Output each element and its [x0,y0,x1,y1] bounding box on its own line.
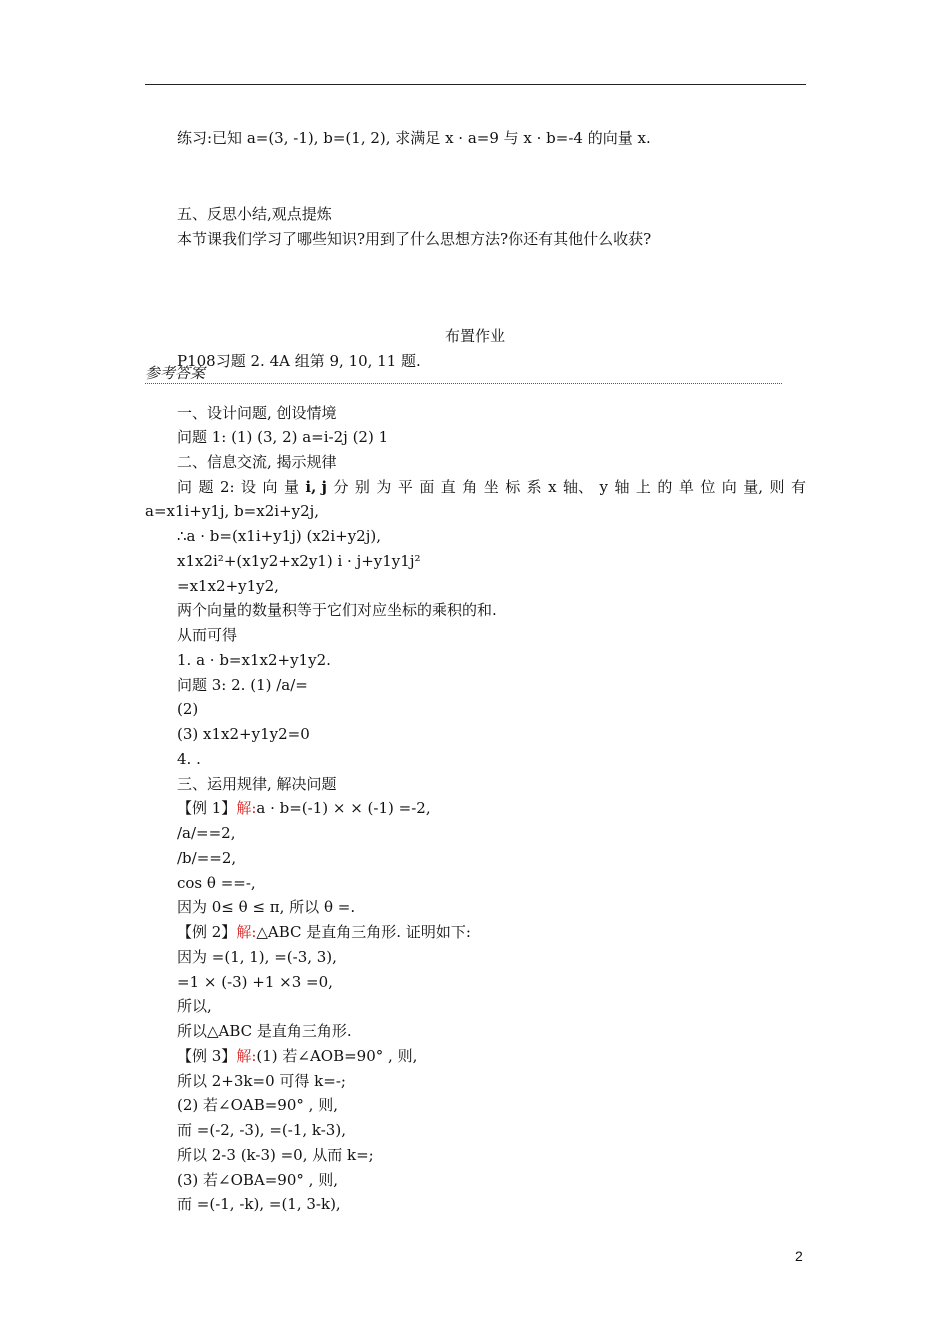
example-2-line [177,922,471,942]
word: 位 [700,478,716,496]
word: 坐 [483,478,499,496]
answer-line: 所以, [177,997,212,1015]
answer-line: 因为 0≤ θ ≤ π, 所以 θ =. [177,898,356,916]
word: 轴、 [563,478,594,496]
word: 向 [262,478,278,496]
word: 单 [678,478,694,496]
section-5-title: 五、反思小结,观点提炼 [177,205,332,223]
answer-line: 所以 2+3k=0 可得 k=-; [177,1072,346,1090]
answer-line: 问题 3: 2. (1) /a/= [177,676,308,694]
answer-line: /b/==2, [177,849,237,867]
section-5-body: 本节课我们学习了哪些知识?用到了什么思想方法?你还有其他什么收获? [177,230,652,248]
word: 量, [743,478,764,496]
answer-line: 而 =(-2, -3), =(-1, k-3), [177,1121,346,1139]
word: 标 [505,478,521,496]
answer-line: a=x1i+y1j, b=x2i+y2j, [145,502,320,520]
page-number: 2 [795,1248,803,1264]
word: 题 [198,478,214,496]
answer-line: =1 × (-3) +1 ×3 =0, [177,973,333,991]
solution-label: 解: [236,923,257,941]
solution-label: 解: [236,799,257,817]
answer-line: (3) 若∠OBA=90° , 则, [177,1171,338,1189]
word: 的 [657,478,673,496]
word: 设 [241,478,257,496]
answer-line: (3) x1x2+y1y2=0 [177,725,310,743]
example-label: 【例 2】 [177,923,237,941]
example-text: △ABC 是直角三角形. 证明如下: [256,923,471,941]
example-label: 【例 1】 [177,799,237,817]
word: 有 [790,478,806,496]
answer-line: 而 =(-1, -k), =(1, 3-k), [177,1195,341,1213]
homework-title: 布置作业 [444,327,505,345]
answers-divider [145,363,782,384]
word: 系 [526,478,542,496]
answer-line: 从而可得 [177,626,238,644]
example-label: 【例 3】 [177,1047,237,1065]
answer-line: 因为 =(1, 1), =(-3, 3), [177,948,337,966]
example-3-line [177,1046,417,1066]
answer-line: 所以△ABC 是直角三角形. [177,1022,352,1040]
word: x [548,478,557,496]
answer-line: 问题 1: (1) (3, 2) a=i-2j (2) 1 [177,428,389,446]
answer-line: /a/==2, [177,824,236,842]
header-rule [145,84,806,85]
practice-line: 练习:已知 a=(3, -1), b=(1, 2), 求满足 x · a=9 与 x · b=-4 的向量 x. [177,129,651,147]
answer-line: 两个向量的数量积等于它们对应坐标的乘积的和. [177,601,497,619]
answer-line: 所以 2-3 (k-3) =0, 从而 k=; [177,1146,374,1164]
word: 为 [376,478,392,496]
word: 别 [354,478,370,496]
answer-line: =x1x2+y1y2, [177,577,279,595]
answers-label: 参考答案 [145,364,206,382]
word: y [599,478,608,496]
answer-line: 1. a · b=x1x2+y1y2. [177,651,331,669]
answer-line: 二、信息交流, 揭示规律 [177,453,337,471]
example-text: (1) 若∠AOB=90° , 则, [256,1047,418,1065]
word: 量 [283,478,299,496]
word: 向 [721,478,737,496]
example-1-line [177,798,431,818]
answer-line: (2) 若∠OAB=90° , 则, [177,1096,338,1114]
word: 2: [219,478,235,496]
word: 轴 [614,478,630,496]
word: 直 [440,478,456,496]
answer-line: x1x2i²+(x1y2+x2y1) i · j+y1y1j² [177,552,421,570]
answer-line: ∴a · b=(x1i+y1j) (x2i+y2j), [177,527,381,545]
answer-line: (2) [177,700,199,718]
answer-line: cos θ ==-, [177,874,256,892]
word: 则 [769,478,785,496]
word: 上 [635,478,651,496]
solution-label: 解: [236,1047,257,1065]
answer-line-justified [177,477,806,497]
answer-line: 一、设计问题, 创设情境 [177,404,337,422]
word: 角 [462,478,478,496]
example-text: a · b=(-1) × × (-1) =-2, [256,799,431,817]
answer-line: 三、运用规律, 解决问题 [177,775,337,793]
word: i, j [305,478,327,496]
answer-line: 4. . [177,750,201,768]
word: 问 [177,478,193,496]
homework-body: P108习题 2. 4A 组第 9, 10, 11 题. [177,352,421,370]
word: 分 [333,478,349,496]
word: 面 [419,478,435,496]
word: 平 [397,478,413,496]
